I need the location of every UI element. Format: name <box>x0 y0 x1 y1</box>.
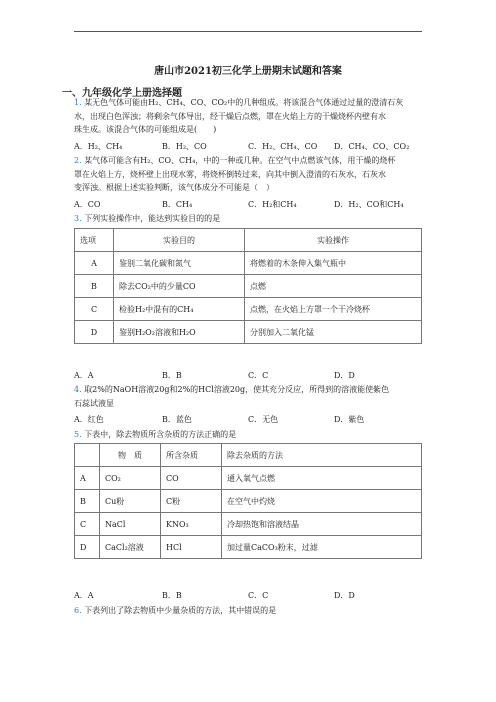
table-cell: C <box>75 298 114 321</box>
question-5-number: 5. <box>74 430 82 439</box>
table-row <box>75 298 422 321</box>
question-1-line-2: 水，出现白色浑浊；将剩余气体导出，经干燥后点燃，罩在火焰上方的干燥烧杯内壁有水 <box>74 112 386 121</box>
question-6-text: 6. 下表列出了除去物质中少量杂质的方法，其中错误的是 <box>74 606 277 615</box>
table-cell: CO <box>161 467 222 490</box>
question-1-option-c: C．H₂、CH₄、CO <box>248 142 318 151</box>
table-header-cell: 选项 <box>75 229 114 252</box>
table-header-cell: 除去杂质的方法 <box>222 444 422 467</box>
question-6-number: 6. <box>74 606 82 615</box>
question-3-text: 3. 下列实验操作中，能达到实验目的的是 <box>74 214 221 223</box>
question-3-number: 3. <box>74 214 82 223</box>
header-rule <box>74 31 422 32</box>
table-cell: CaCl₂溶液 <box>100 536 161 559</box>
question-5-table <box>74 443 422 559</box>
question-4-line-2: 石蕊试液显 <box>74 399 114 408</box>
table-cell: D <box>75 536 100 559</box>
table-row <box>75 536 422 559</box>
question-2-option-a: A．CO <box>74 200 101 209</box>
table-cell: NaCl <box>100 513 161 536</box>
table-cell: KNO₃ <box>161 513 222 536</box>
question-4-number: 4. <box>74 385 82 394</box>
question-1-option-a: A．H₂、CH₄ <box>74 142 123 151</box>
table-cell: 除去CO₂中的少量CO <box>114 275 245 298</box>
table-row <box>75 490 422 513</box>
table-header-row <box>75 229 422 252</box>
table-cell: 鉴别H₂O₂溶液和H₂O <box>114 321 245 344</box>
table-cell: 分别加入二氧化锰 <box>245 321 422 344</box>
table-cell: CO₂ <box>100 467 161 490</box>
table-cell: 通入氧气点燃 <box>222 467 422 490</box>
table-cell: A <box>75 467 100 490</box>
question-4-option-b: B．蓝色 <box>162 415 192 424</box>
question-4-line-1: 4. 取2%的NaOH溶液20g和2%的HCl溶液20g，使其充分反应，所得到的溶液能使紫色 <box>74 385 390 394</box>
table-cell: B <box>75 490 100 513</box>
table-cell: C粉 <box>161 490 222 513</box>
table-cell: D <box>75 321 114 344</box>
question-2-line-3: 变浑浊。根据上述实验判断，该气体成分不可能是（ ） <box>74 183 274 192</box>
table-row <box>75 321 422 344</box>
table-cell: 点燃 <box>245 275 422 298</box>
question-2-number: 2. <box>74 156 82 165</box>
question-1-option-d: D．CH₄、CO、CO₂ <box>334 142 410 151</box>
question-5-option-d: D．D <box>334 591 355 600</box>
table-row <box>75 275 422 298</box>
question-4-option-d: D．紫色 <box>334 415 365 424</box>
table-cell: 在空气中灼烧 <box>222 490 422 513</box>
question-1-line-3: 珠生成。该混合气体的可能组成是( ) <box>74 125 217 134</box>
table-cell: 点燃，在火焰上方罩一个干冷烧杯 <box>245 298 422 321</box>
table-row <box>75 513 422 536</box>
section-heading: 一、九年级化学上册选择题 <box>62 88 182 99</box>
table-header-cell: 实验操作 <box>245 229 422 252</box>
question-2-option-d: D．H₂、CO和CH₄ <box>334 200 404 209</box>
table-cell: A <box>75 252 114 275</box>
table-header-cell: 物 质 <box>100 444 161 467</box>
question-3-option-b: B．B <box>162 371 182 380</box>
table-cell: 冷却热饱和溶液结晶 <box>222 513 422 536</box>
table-cell: B <box>75 275 114 298</box>
table-cell <box>75 444 100 467</box>
table-cell: 加过量CaCO₃粉末，过滤 <box>222 536 422 559</box>
question-2-option-c: C．H₂和CH₄ <box>248 200 297 209</box>
question-3-option-c: C．C <box>248 371 269 380</box>
table-cell: C <box>75 513 100 536</box>
table-cell: Cu粉 <box>100 490 161 513</box>
table-row <box>75 252 422 275</box>
question-4-option-c: C．无色 <box>248 415 279 424</box>
question-2-line-2: 罩在火焰上方，烧杯壁上出现水雾，将烧杯倒转过来，向其中倒入澄清的石灰水，石灰水 <box>74 170 386 179</box>
table-cell: 鉴别二氧化碳和氮气 <box>114 252 245 275</box>
question-4-option-a: A．红色 <box>74 415 104 424</box>
table-header-row <box>75 444 422 467</box>
question-2-line-1: 2. 某气体可能含有H₂、CO、CH₄，中的一种或几种。在空气中点燃该气体，用干燥的烧杯 <box>74 156 396 165</box>
question-5-option-a: A．A <box>74 591 94 600</box>
table-header-cell: 所含杂质 <box>161 444 222 467</box>
question-1-line-1: 1. 某无色气体可能由H₂、CH₄、CO、CO₂中的几种组成。将该混合气体通过过量的澄清石灰 <box>74 98 404 107</box>
table-cell: 将燃着的木条伸入集气瓶中 <box>245 252 422 275</box>
question-1-option-b: B．H₂、CO <box>162 142 207 151</box>
document-title: 唐山市2021初三化学上册期末试题和答案 <box>154 66 342 77</box>
question-3-table <box>74 228 422 344</box>
question-5-text: 5. 下表中，除去物质所含杂质的方法正确的是 <box>74 430 237 439</box>
table-cell: 检验H₂中混有的CH₄ <box>114 298 245 321</box>
table-row <box>75 467 422 490</box>
table-header-cell: 实验目的 <box>114 229 245 252</box>
table-cell: HCl <box>161 536 222 559</box>
question-2-option-b: B．CH₄ <box>162 200 193 209</box>
question-1-number: 1. <box>74 98 82 107</box>
question-5-option-c: C．C <box>248 591 269 600</box>
question-3-option-a: A．A <box>74 371 94 380</box>
question-5-option-b: B．B <box>162 591 182 600</box>
question-3-option-d: D．D <box>334 371 355 380</box>
